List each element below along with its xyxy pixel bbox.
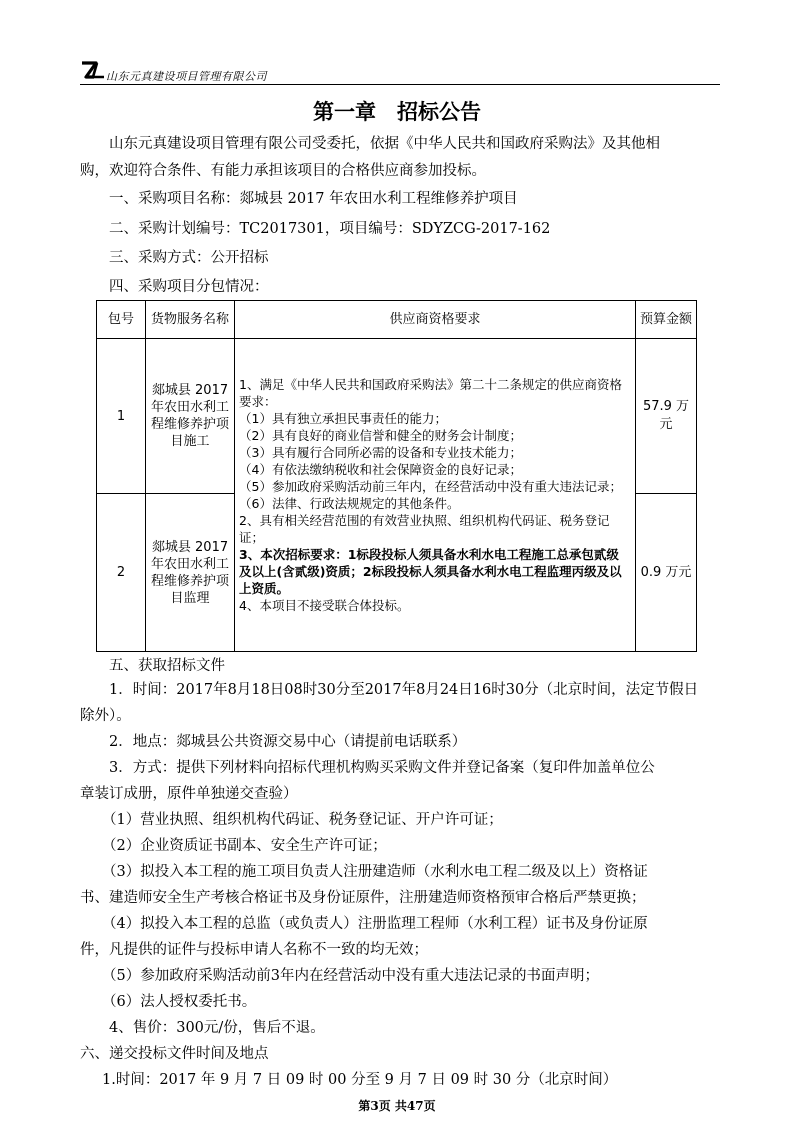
material-6: （6）法人授权委托书。 xyxy=(102,994,257,1010)
section6-heading: 六、递交投标文件时间及地点 xyxy=(80,1046,269,1062)
requirement-bold: 3、本次招标要求：1标段投标人须具备水利水电工程施工总承包贰级及以上(含贰级)资质；2标段投标人须具备水利水电工程监理丙级及以上资质。 xyxy=(239,547,622,596)
requirement-line: （4）有依法缴纳税收和社会保障资金的良好记录； xyxy=(239,462,522,477)
acquire-method-cont: 章装订成册，原件单独递交查验） xyxy=(80,786,298,802)
header-budget: 预算金额 xyxy=(636,301,697,339)
submit-time: 1.时间：2017 年 9 月 7 日 09 时 00 分至 9 月 7 日 09 时 30 分（北京时间） xyxy=(102,1072,618,1088)
material-1: （1）营业执照、组织机构代码证、税务登记证、开户许可证； xyxy=(102,812,503,828)
requirement-line: 1、满足《中华人民共和国政府采购法》第二十二条规定的供应商资格要求： xyxy=(239,377,622,409)
requirements-cell xyxy=(235,339,636,652)
package-budget: 0.9 万元 xyxy=(636,494,697,652)
requirement-line: （5）参加政府采购活动前三年内，在经营活动中没有重大违法记录； xyxy=(239,479,622,494)
chapter-title: 第一章 招标公告 xyxy=(313,100,481,124)
page-number: 第3页 共47页 xyxy=(358,1099,436,1113)
item-packages: 四、采购项目分包情况： xyxy=(109,279,269,295)
table-header-row xyxy=(97,301,697,339)
material-4: （4）拟投入本工程的总监（或负责人）注册监理工程师（水利工程）证书及身份证原 xyxy=(102,916,648,932)
requirement-line: （1）具有独立承担民事责任的能力； xyxy=(239,411,447,426)
package-name: 郯城县 2017 年农田水利工程维修养护项目施工 xyxy=(146,339,235,494)
item-method: 三、采购方式：公开招标 xyxy=(109,250,269,266)
requirement-line: （3）具有履行合同所必需的设备和专业技术能力； xyxy=(239,445,522,460)
acquire-time-cont: 除外）。 xyxy=(80,708,131,724)
material-4-cont: 件，凡提供的证件与投标申请人名称不一致的均无效； xyxy=(80,942,428,958)
material-5: （5）参加政府采购活动前3年内在经营活动中没有重大违法记录的书面声明； xyxy=(102,968,599,984)
header-requirements: 供应商资格要求 xyxy=(235,301,636,339)
company-name: 山东元真建设项目管理有限公司 xyxy=(106,70,267,83)
package-number: 2 xyxy=(97,494,146,652)
material-3: （3）拟投入本工程的施工项目负责人注册建造师（水利水电工程二级及以上）资格证 xyxy=(102,864,648,880)
package-budget: 57.9 万元 xyxy=(636,339,697,494)
header-package-no: 包号 xyxy=(97,301,146,339)
acquire-method: 3．方式：提供下列材料向招标代理机构购买采购文件并登记备案（复印件加盖单位公 xyxy=(109,760,655,776)
package-number: 1 xyxy=(97,339,146,494)
zl-logo-icon xyxy=(80,60,106,82)
acquire-time: 1．时间：2017年8月18日08时30分至2017年8月24日16时30分（北京时间，法定节假日 xyxy=(109,682,699,698)
page-header xyxy=(80,56,720,85)
requirement-line: （6）法律、行政法规规定的其他条件。 xyxy=(239,496,460,511)
item-project-name: 一、采购项目名称：郯城县 2017 年农田水利工程维修养护项目 xyxy=(109,191,518,207)
package-name: 郯城县 2017 年农田水利工程维修养护项目监理 xyxy=(146,494,235,652)
table-row xyxy=(97,339,697,494)
intro-line-2: 购，欢迎符合条件、有能力承担该项目的合格供应商参加投标。 xyxy=(80,163,486,179)
requirement-line: 2、具有相关经营范围的有效营业执照、组织机构代码证、税务登记证； xyxy=(239,513,610,545)
acquire-place: 2．地点：郯城县公共资源交易中心（请提前电话联系） xyxy=(109,734,467,750)
intro-line-1: 山东元真建设项目管理有限公司受委托，依据《中华人民共和国政府采购法》及其他相 xyxy=(109,136,660,152)
section5-heading: 五、获取招标文件 xyxy=(109,658,225,674)
material-3-cont: 书、建造师安全生产考核合格证书及身份证原件，注册建造师资格预审合格后严禁更换； xyxy=(80,890,646,906)
package-table xyxy=(96,300,697,652)
requirement-line: 4、本项目不接受联合体投标。 xyxy=(239,598,410,613)
sale-price: 4、售价：300元/份，售后不退。 xyxy=(109,1020,325,1036)
item-plan-number: 二、采购计划编号：TC2017301，项目编号：SDYZCG-2017-162 xyxy=(109,221,551,237)
header-service-name: 货物服务名称 xyxy=(146,301,235,339)
requirement-line: （2）具有良好的商业信誉和健全的财务会计制度； xyxy=(239,428,522,443)
material-2: （2）企业资质证书副本、安全生产许可证； xyxy=(102,838,387,854)
